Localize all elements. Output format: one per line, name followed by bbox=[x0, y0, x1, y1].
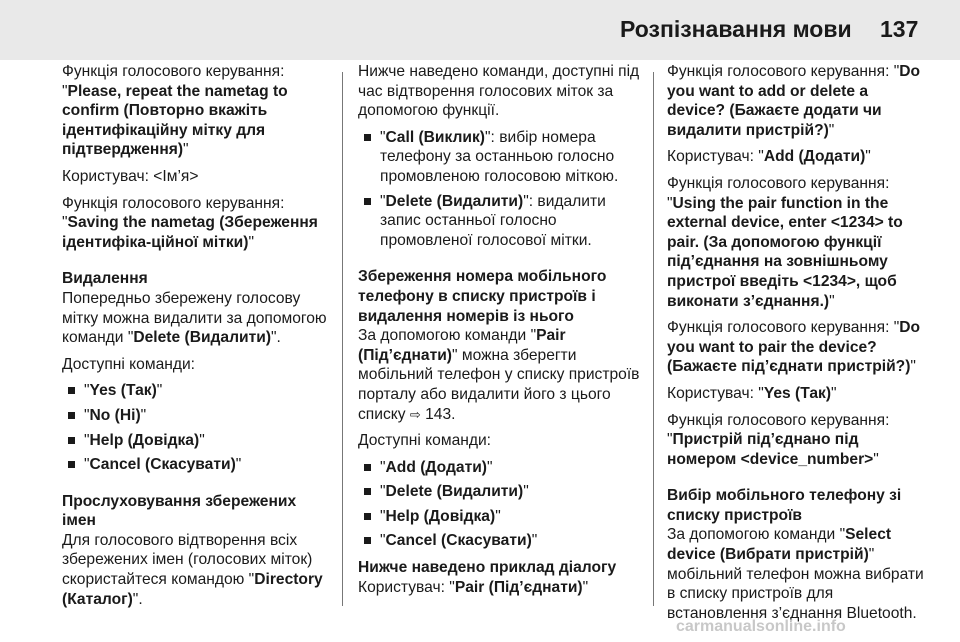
list-item: "Delete (Видалити)" bbox=[364, 482, 648, 502]
list-item: "No (Ні)" bbox=[68, 406, 330, 426]
list-item: "Delete (Видалити)": видалити запис останньої голосно промовленої голосової мітки. bbox=[364, 192, 648, 251]
command-list bbox=[358, 458, 648, 551]
page-title: Розпізнавання мови bbox=[620, 16, 852, 42]
paragraph: Користувач: "Add (Додати)" bbox=[667, 148, 871, 166]
paragraph: Функція голосового керування: "Do you want to add or delete a device? (Бажаєте додати чи видалити пристрій?)" bbox=[667, 63, 921, 139]
list-item: "Call (Виклик)": вибір номера телефону за останньою голосно промовленою голосовою міткою. bbox=[364, 128, 648, 187]
paragraph: Користувач: <Ім’я> bbox=[62, 167, 199, 185]
paragraph: Функція голосового керування: "Please, repeat the nametag to confirm (Повторно вкажіть ідентифікаційну мітку для підтвердження)" bbox=[62, 63, 288, 159]
list-item: "Help (Довідка)" bbox=[68, 431, 330, 451]
command-list bbox=[62, 381, 330, 474]
list-item: "Cancel (Скасувати)" bbox=[364, 531, 648, 551]
command-list bbox=[358, 128, 648, 251]
paragraph: Функція голосового керування: "Using the pair function in the external device, enter <1234> to pair. (За допомогою функції під’єднання на зовнішньому пристрої введіть <1234>, щоб виконати з’єднання.)" bbox=[667, 174, 903, 310]
paragraph: Доступні команди: bbox=[358, 432, 491, 450]
paragraph: Функція голосового керування: "Do you want to pair the device? (Бажаєте під’єднати пристрій?)" bbox=[667, 319, 921, 376]
paragraph: За допомогою команди "Pair (Під’єднати)" можна зберегти мобільний телефон у списку пристроїв порталу або видалити його з цього списку ⇨ 143. bbox=[358, 327, 640, 423]
section-heading: Вибір мобільного телефону зі списку пристроїв bbox=[667, 487, 902, 524]
watermark: carmanualsonline.info bbox=[676, 618, 846, 635]
paragraph: Доступні команди: bbox=[62, 355, 195, 373]
page-reference-arrow-icon: ⇨ bbox=[409, 406, 421, 422]
page-number: 137 bbox=[880, 16, 919, 42]
list-item: "Cancel (Скасувати)" bbox=[68, 455, 330, 475]
column-1 bbox=[62, 62, 330, 616]
paragraph: Для голосового відтворення всіх збережених імен (голосових міток) скористайтеся командою "Directory (Каталог)". bbox=[62, 531, 323, 608]
list-item: "Help (Довідка)" bbox=[364, 507, 648, 527]
column-divider-2 bbox=[653, 72, 654, 606]
page-header bbox=[0, 0, 960, 60]
paragraph: Користувач: "Yes (Так)" bbox=[667, 384, 837, 402]
section-heading: Видалення bbox=[62, 270, 148, 288]
column-3 bbox=[667, 62, 929, 630]
list-item: "Add (Додати)" bbox=[364, 458, 648, 478]
column-divider-1 bbox=[342, 72, 343, 606]
paragraph: Користувач: "Pair (Під’єднати)" bbox=[358, 578, 589, 596]
paragraph: Функція голосового керування: "Пристрій під’єднано під номером <device_number>" bbox=[667, 411, 890, 468]
section-heading: Збереження номера мобільного телефону в списку пристроїв і видалення номерів із нього bbox=[358, 268, 607, 325]
list-item: "Yes (Так)" bbox=[68, 381, 330, 401]
paragraph: Попередньо збережену голосову мітку можна видалити за допомогою команди "Delete (Видалити)". bbox=[62, 289, 327, 347]
paragraph: Нижче наведено команди, доступні під час відтворення голосових міток за допомогою функції. bbox=[358, 63, 640, 120]
column-2 bbox=[358, 62, 648, 604]
section-heading: Нижче наведено приклад діалогу bbox=[358, 559, 617, 577]
section-heading: Прослуховування збережених імен bbox=[62, 492, 297, 530]
paragraph: Функція голосового керування: "Saving the nametag (Збереження ідентифіка-ційної мітки)" bbox=[62, 194, 318, 251]
paragraph: За допомогою команди "Select device (Вибрати пристрій)" мобільний телефон можна вибрати в списку пристроїв для встановлення з’єднання Bluetooth. bbox=[667, 526, 924, 622]
